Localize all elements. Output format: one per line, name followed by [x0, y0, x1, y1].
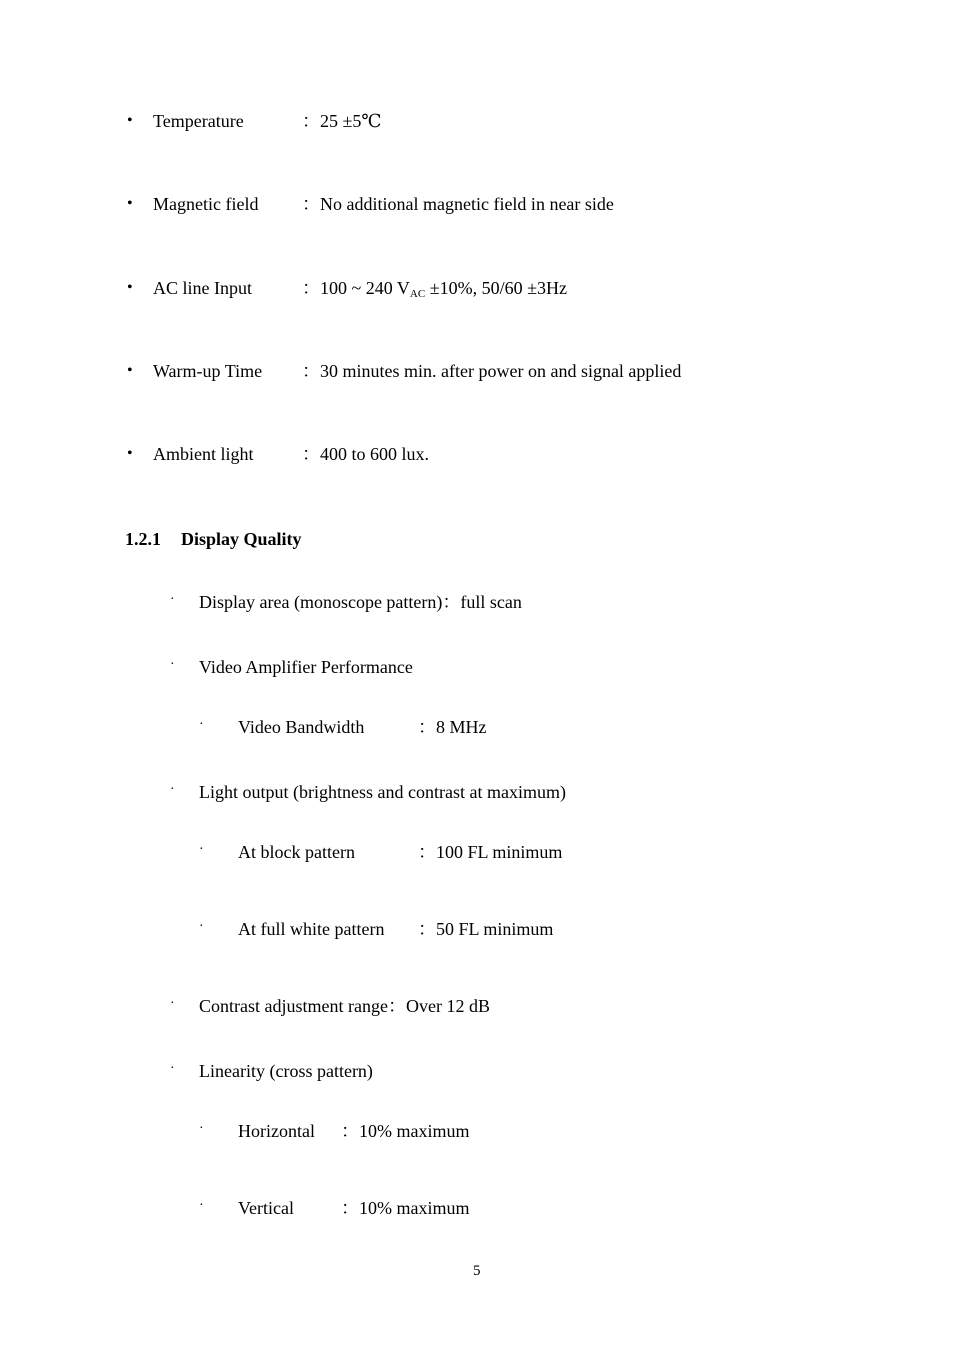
horizontal-label: Horizontal: [238, 1121, 315, 1141]
ambient-light-value: ：400 to 600 lux.: [302, 444, 430, 464]
contrast-adjustment-item: Contrast adjustment range：Over 12 dB: [199, 996, 490, 1016]
linearity-item: Linearity (cross pattern): [199, 1061, 373, 1081]
section-title: Display Quality: [181, 529, 302, 549]
dot-marker: ·: [199, 1121, 204, 1136]
bullet-marker: •: [127, 445, 133, 462]
ac-line-input-label: AC line Input: [153, 278, 252, 298]
full-white-pattern-value: ：50 FL minimum: [418, 919, 554, 939]
temperature-label: Temperature: [153, 111, 244, 131]
magnetic-field-value: ：No additional magnetic field in near side: [302, 194, 614, 214]
ac-line-input-value: [302, 279, 567, 300]
temperature-value: ：25 ±5℃: [302, 111, 382, 131]
display-area-item: Display area (monoscope pattern)：full scan: [199, 592, 522, 612]
dot-marker: ·: [199, 842, 204, 857]
dot-marker: ·: [199, 717, 204, 732]
dot-marker: ·: [199, 1198, 204, 1213]
vertical-label: Vertical: [238, 1198, 294, 1218]
block-pattern-label: At block pattern: [238, 842, 355, 862]
magnetic-field-label: Magnetic field: [153, 194, 259, 214]
ambient-light-label: Ambient light: [153, 444, 254, 464]
video-bandwidth-label: Video Bandwidth: [238, 717, 365, 737]
ac-value-prefix: ：100 ~ 240 V: [302, 278, 410, 298]
bullet-marker: •: [127, 195, 133, 212]
warm-up-time-value: ：30 minutes min. after power on and signal applied: [302, 361, 682, 381]
section-number: 1.2.1: [125, 529, 161, 549]
page-number: 5: [473, 1263, 481, 1279]
dot-marker: ·: [170, 592, 175, 607]
dot-marker: ·: [170, 782, 175, 797]
ac-subscript: AC: [409, 288, 426, 300]
warm-up-time-label: Warm-up Time: [153, 361, 263, 381]
dot-marker: ·: [199, 919, 204, 934]
dot-marker: ·: [170, 657, 175, 672]
block-pattern-value: ：100 FL minimum: [418, 842, 563, 862]
light-output-item: Light output (brightness and contrast at maximum): [199, 782, 566, 802]
bullet-marker: •: [127, 362, 133, 379]
horizontal-value: ：10% maximum: [341, 1121, 470, 1141]
dot-marker: ·: [170, 1061, 175, 1076]
full-white-pattern-label: At full white pattern: [238, 919, 385, 939]
video-amplifier-item: Video Amplifier Performance: [199, 657, 413, 677]
vertical-value: ：10% maximum: [341, 1198, 470, 1218]
dot-marker: ·: [170, 996, 175, 1011]
video-bandwidth-value: ：8 MHz: [418, 717, 487, 737]
bullet-marker: •: [127, 112, 133, 129]
ac-value-suffix: ±10%, 50/60 ±3Hz: [425, 278, 567, 298]
bullet-marker: •: [127, 279, 133, 296]
